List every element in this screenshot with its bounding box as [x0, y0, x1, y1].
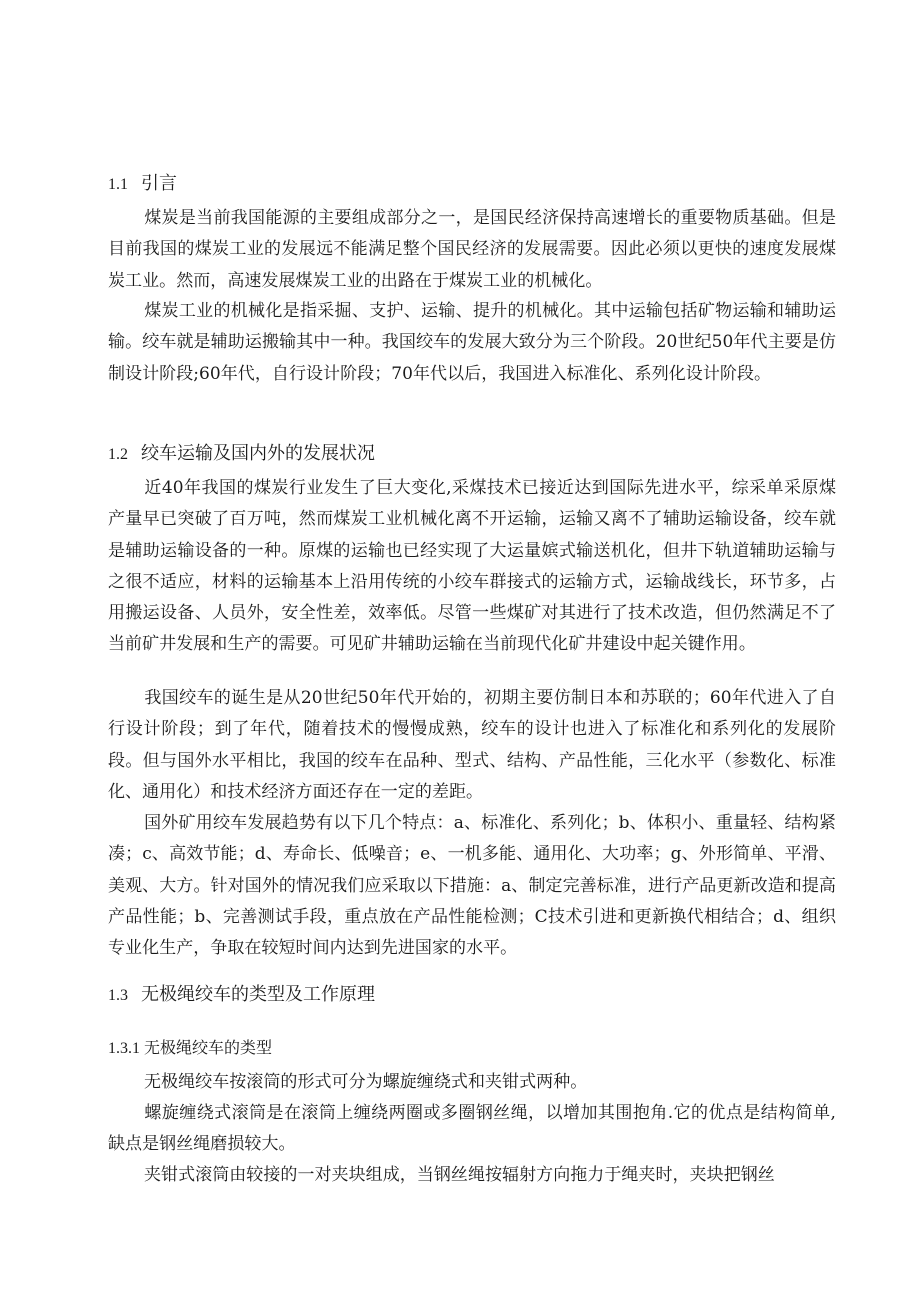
section-number: 1.3: [108, 987, 128, 1004]
paragraph: 煤炭是当前我国能源的主要组成部分之一，是国民经济保持高速增长的重要物质基础。但是目前我国的煤炭工业的发展远不能满足整个国民经济的发展需要。因此必须以更快的速度发展煤炭工业。然而，高速发展煤炭工业的出路在于煤炭工业的机械化。: [108, 208, 836, 291]
paragraph: 国外矿用绞车发展趋势有以下几个特点：a、标准化、系列化；b、体积小、重量轻、结构紧凑；c、高效节能；d、寿命长、低噪音；e、一机多能、通用化、大功率；g、外形简单、平滑、美观、大方。针对国外的情况我们应采取以下措施：a、制定完善标准，进行产品更新改造和提高产品性能；b、完善测试手段，重点放在产品性能检测；C技术引进和更新换代相结合；d、组织专业化生产，争取在较短时间内达到先进国家的水平。: [108, 813, 836, 959]
subsection-number: 1.3.1: [108, 1040, 140, 1057]
paragraph: 螺旋缠绕式滚筒是在滚筒上缠绕两圈或多圈钢丝绳，以增加其围抱角.它的优点是结构简单,缺点是钢丝绳磨损较大。: [108, 1103, 836, 1155]
section-heading-1-2: [108, 441, 836, 468]
paragraph: 近40年我国的煤炭行业发生了巨大变化,采煤技术已接近达到国际先进水平，综采单采原煤产量早已突破了百万吨，然而煤炭工业机械化离不开运输，运输又离不了辅助运输设备，绞车就是辅助运输设备的一种。原煤的运输也已经实现了大运量嫔式输送机化，但井下轨道辅助运输与之很不适应，材料的运输基本上沿用传统的小绞车群接式的运输方式，运输战线长，环节多，占用搬运设备、人员外，安全性差，效率低。尽管一些煤矿对其进行了技术改造，但仍然满足不了当前矿井发展和生产的需要。可见矿井辅助运输在当前现代化矿井建设中起关键作用。: [108, 478, 836, 655]
subsection-title: 无极绳绞车的类型: [144, 1040, 273, 1057]
paragraph: 我国绞车的诞生是从20世纪50年代开始的，初期主要仿制日本和苏联的；60年代进入了自行设计阶段；到了年代，随着技术的慢慢成熟，绞车的设计也进入了标准化和系列化的发展阶段。但与国外水平相比，我国的绞车在品种、型式、结构、产品性能，三化水平（参数化、标准化、通用化）和技术经济方面还存在一定的差距。: [108, 688, 836, 802]
paragraph: 夹钳式滚筒由较接的一对夹块组成，当钢丝绳按辐射方向拖力于绳夹时，夹块把钢丝: [144, 1165, 775, 1185]
section-heading-1-1: [108, 171, 836, 198]
section-title: 引言: [141, 173, 177, 194]
paragraph: 煤炭工业的机械化是指采掘、支护、运输、提升的机械化。其中运输包括矿物运输和辅助运输。绞车就是辅助运搬输其中一种。我国绞车的发展大致分为三个阶段。20世纪50年代主要是仿制设计阶段;60年代，自行设计阶段；70年代以后，我国进入标准化、系列化设计阶段。: [108, 301, 836, 384]
section-heading-1-3: [108, 982, 836, 1009]
section-number: 1.2: [108, 446, 128, 463]
section-number: 1.1: [108, 176, 128, 193]
section-title: 绞车运输及国内外的发展状况: [141, 443, 375, 464]
subsection-heading-1-3-1: [108, 1037, 836, 1061]
section-title: 无极绳绞车的类型及工作原理: [141, 984, 375, 1005]
paragraph: 无极绳绞车按滚筒的形式可分为螺旋缠绕式和夹钳式两种。: [144, 1072, 588, 1092]
